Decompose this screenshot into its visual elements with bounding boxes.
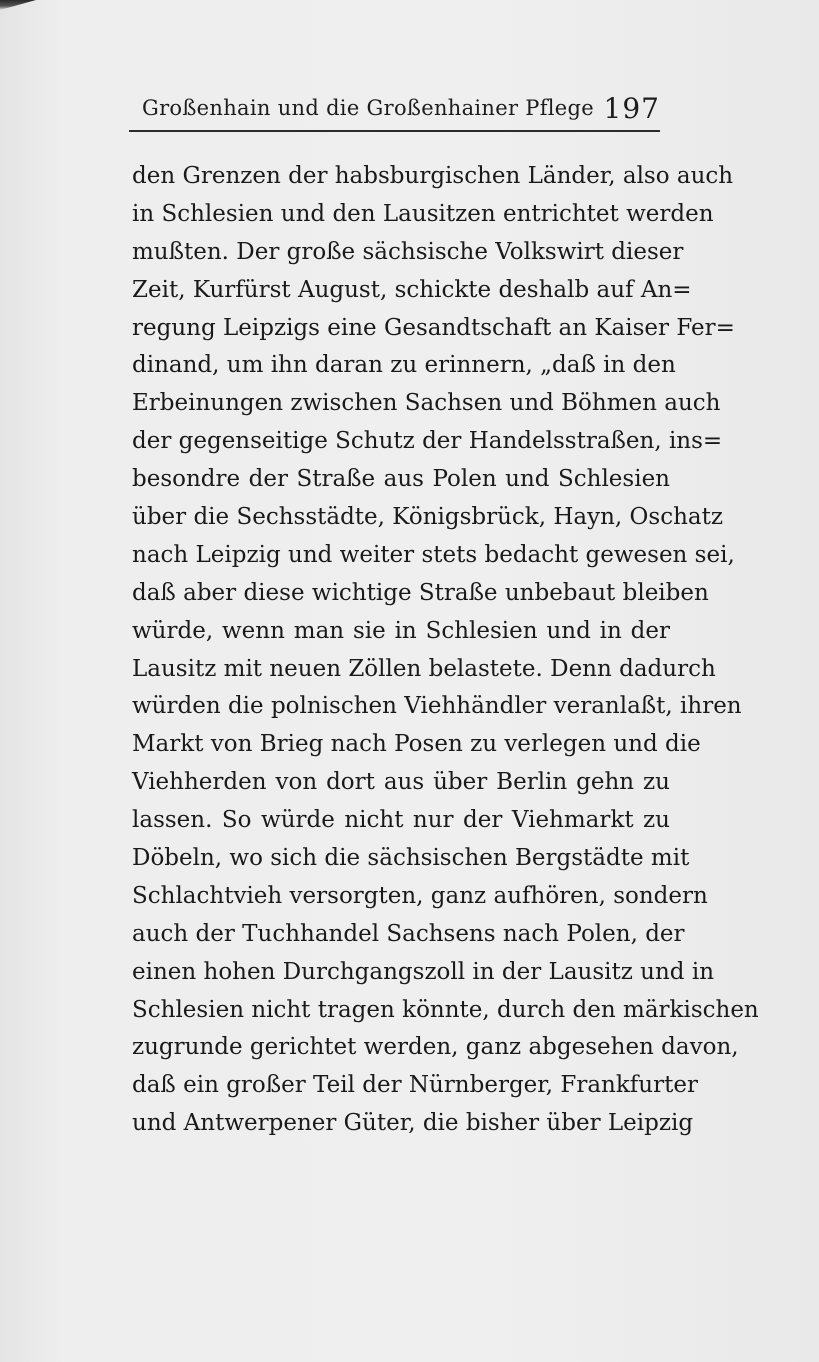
text-line: Markt von Brieg nach Posen zu verlegen und die (132, 731, 701, 758)
text-line: Erbeinungen zwischen Sachsen und Böhmen auch (132, 390, 721, 417)
running-title: Großenhain und die Großenhainer Pflege (142, 96, 595, 120)
text-line: dinand, um ihn daran zu erinnern, „daß in den (132, 352, 676, 379)
text-line: Zeit, Kurfürst August, schickte deshalb auf An= (132, 276, 692, 303)
header-rule (129, 130, 660, 132)
text-line: mußten. Der große sächsische Volkswirt dieser (132, 238, 684, 265)
text-line: Schlesien nicht tragen könnte, durch den märkischen (132, 996, 759, 1023)
text-line: der gegenseitige Schutz der Handelsstraßen, ins= (132, 428, 723, 455)
text-line: daß ein großer Teil der Nürnberger, Frankfurter (132, 1072, 698, 1099)
text-line: und Antwerpener Güter, die bisher über Leipzig (132, 1110, 694, 1137)
text-line: würde, wenn man sie in Schlesien und in der (132, 617, 670, 644)
text-line: auch der Tuchhandel Sachsens nach Polen, der (132, 920, 685, 947)
body-text (132, 158, 759, 1143)
text-line: Lausitz mit neuen Zöllen belastete. Denn dadurch (132, 655, 716, 682)
text-line: in Schlesien und den Lausitzen entrichtet werden (132, 200, 714, 227)
text-line: Viehherden von dort aus über Berlin gehn zu (132, 769, 670, 796)
text-line: den Grenzen der habsburgischen Länder, also auch (132, 163, 734, 189)
text-line: würden die polnischen Viehhändler veranlaßt, ihren (132, 693, 742, 720)
scan-corner-mark (0, 0, 36, 10)
text-line: zugrunde gerichtet werden, ganz abgesehen davon, (132, 1034, 739, 1061)
text-line: Döbeln, wo sich die sächsischen Bergstädte mit (132, 845, 690, 872)
text-line: daß aber diese wichtige Straße unbebaut bleiben (132, 579, 709, 606)
text-line: über die Sechsstädte, Königsbrück, Hayn, Oschatz (132, 504, 723, 531)
text-line: besondre der Straße aus Polen und Schlesien (132, 466, 670, 493)
text-line: lassen. So würde nicht nur der Viehmarkt zu (132, 807, 670, 834)
page-number: 197 (603, 92, 660, 125)
text-line: nach Leipzig und weiter stets bedacht gewesen sei, (132, 541, 735, 568)
text-line: Schlachtvieh versorgten, ganz aufhören, sondern (132, 882, 708, 909)
text-line: einen hohen Durchgangszoll in der Lausitz und in (132, 958, 715, 985)
page-header (134, 92, 660, 130)
text-line: regung Leipzigs eine Gesandtschaft an Kaiser Fer= (132, 314, 735, 341)
